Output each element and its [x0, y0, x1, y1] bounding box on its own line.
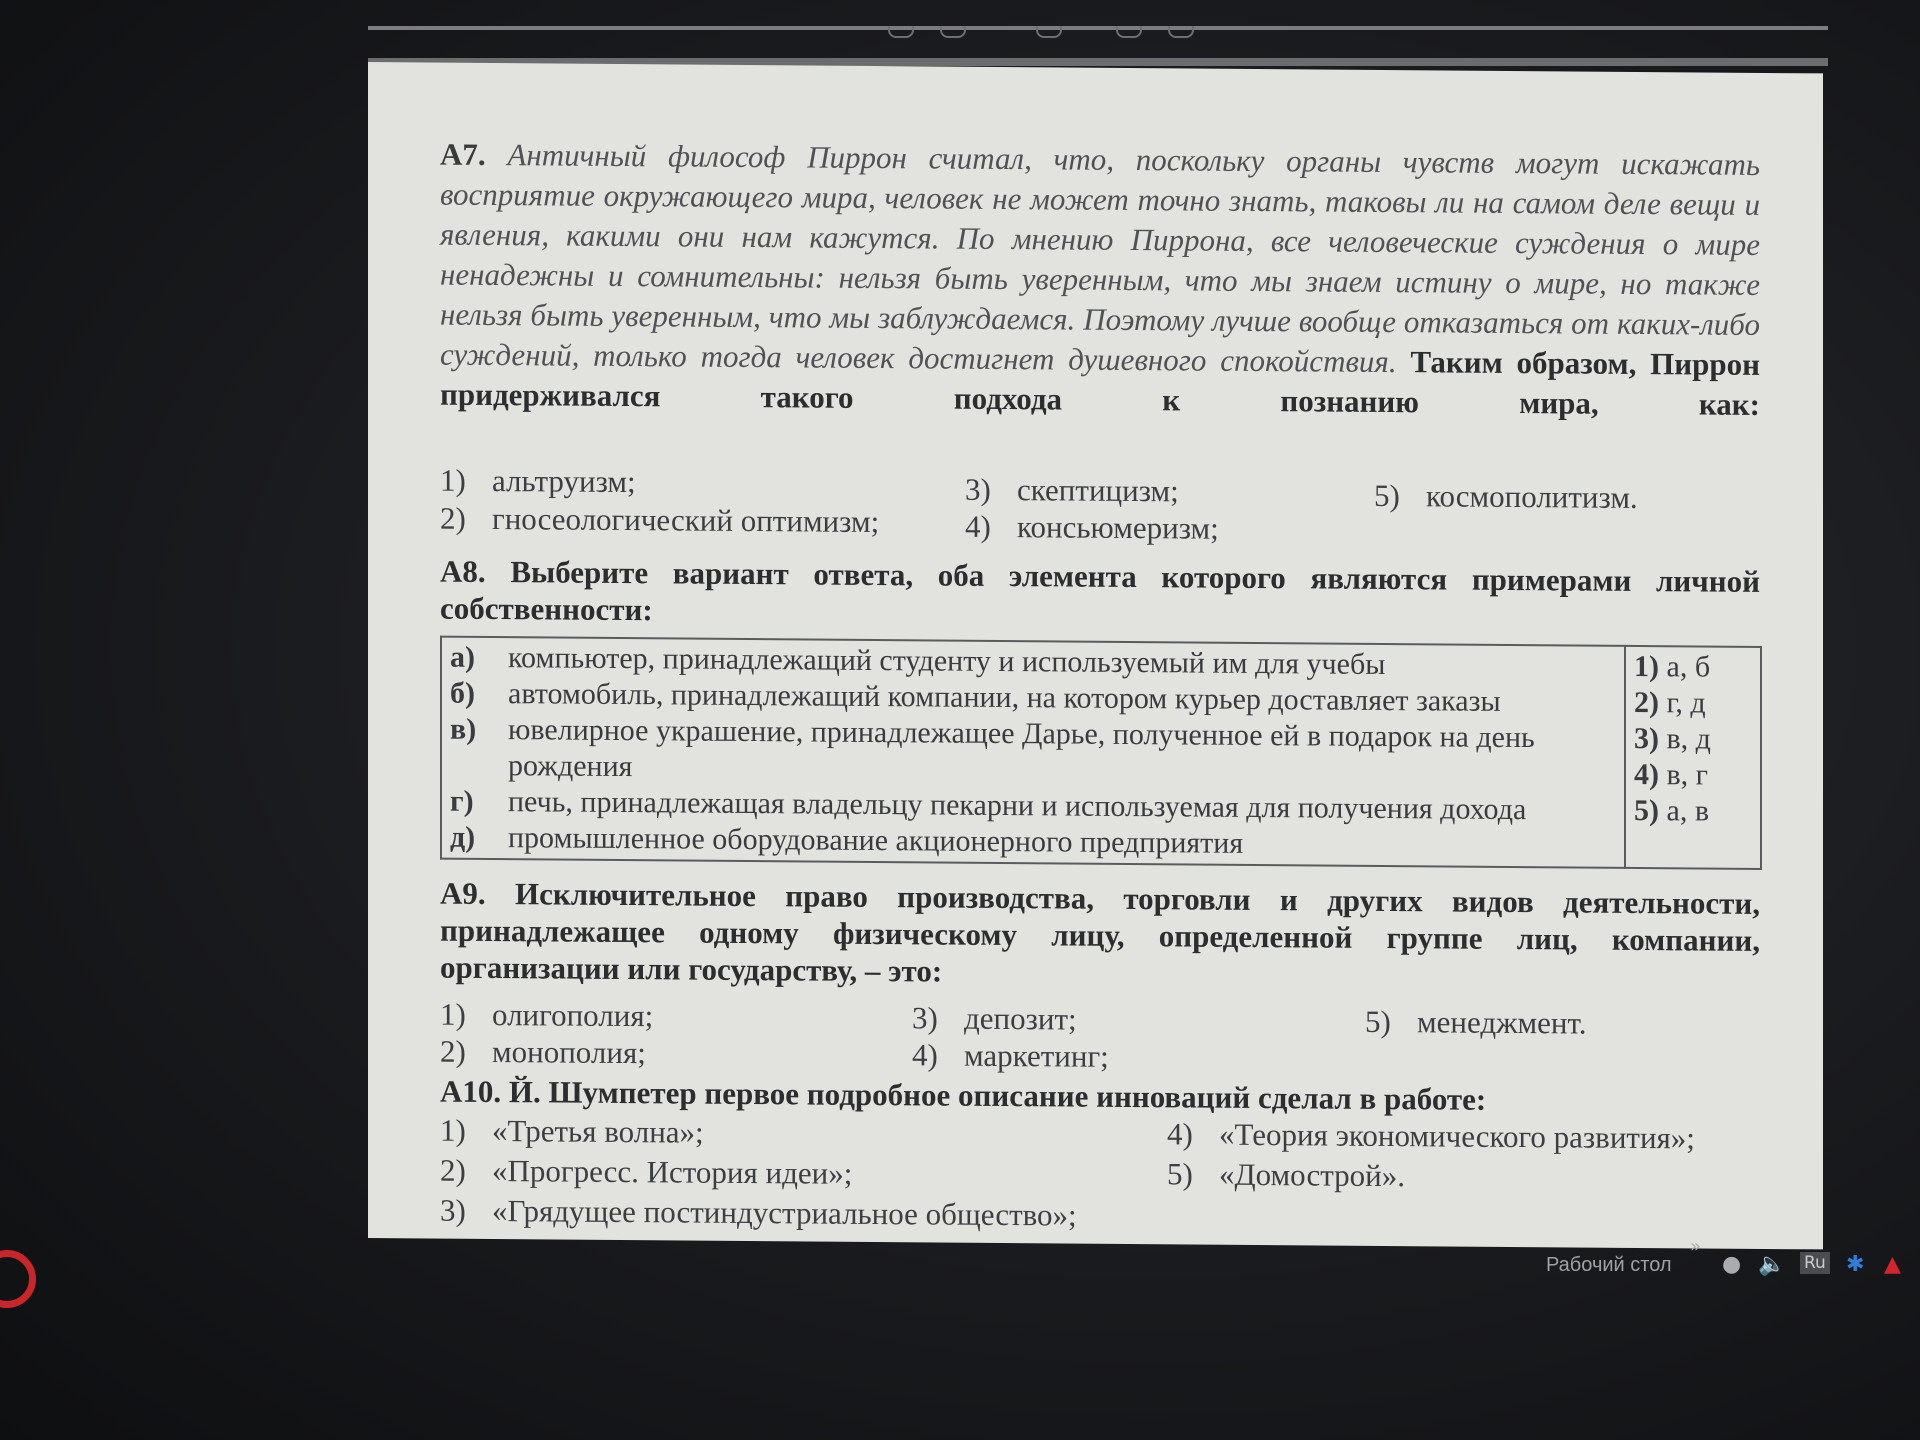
list-item: а) компьютер, принадлежащий студенту и используемый им для учебы: [450, 640, 1386, 681]
taskbar: [0, 1232, 1920, 1332]
language-indicator[interactable]: Ru: [1800, 1252, 1830, 1274]
question-prompt: Таким образом, Пиррон придерживался такого подхода к познанию мира, как:: [440, 344, 1761, 422]
question-a9-text: [440, 875, 1760, 996]
question-number: А8.: [440, 553, 486, 589]
question-prompt: Й. Шумпетер первое подробное описание инноваций сделал в работе:: [508, 1074, 1487, 1117]
option-4[interactable]: 4) консьюмеризм;: [965, 508, 1219, 546]
question-prompt: Выберите вариант ответа, оба элемента которого являются примерами личной собственности:: [440, 554, 1760, 628]
list-item: в) ювелирное украшение, принадлежащее Дарье, полученное ей в подарок на день рождения: [450, 712, 1535, 784]
a8-table: [440, 636, 1762, 870]
option-3[interactable]: 3) депозит;: [912, 1000, 1077, 1037]
answer-option[interactable]: 5) а, в: [1634, 793, 1709, 828]
option-4[interactable]: 4) маркетинг;: [912, 1037, 1109, 1074]
option-2[interactable]: 2) монополия;: [440, 1033, 646, 1071]
format-icon[interactable]: [1036, 26, 1062, 38]
save-icon[interactable]: [888, 26, 914, 38]
answer-option[interactable]: 1) а, б: [1634, 649, 1711, 684]
answer-option[interactable]: 3) в, д: [1634, 721, 1711, 756]
list-item: б) автомобиль, принадлежащий компании, на котором курьер доставляет заказы: [450, 676, 1501, 718]
question-number: А10.: [440, 1073, 502, 1110]
option-5[interactable]: 5) «Домострой».: [1167, 1156, 1405, 1194]
answers-cell: [1625, 646, 1761, 869]
answer-option[interactable]: 4) в, г: [1634, 757, 1708, 792]
option-1[interactable]: 1) альтруизм;: [440, 462, 636, 500]
question-a10-text: [440, 1073, 1760, 1120]
option-3[interactable]: 3) «Грядущее постиндустриальное общество»;: [440, 1192, 1077, 1233]
document-page: [368, 62, 1823, 1249]
list-item: д) промышленное оборудование акционерного предприятия: [450, 820, 1244, 860]
option-4[interactable]: 4) «Теория экономического развития»;: [1167, 1116, 1695, 1156]
option-1[interactable]: 1) олигополия;: [440, 996, 654, 1034]
question-number: А9.: [440, 875, 486, 911]
question-prompt: Исключительное право производства, торговли и других видов деятельности, принадлежащее одному физическому лицу, определенной группе лиц, компании, организации или государству, – это:: [440, 876, 1760, 989]
option-5[interactable]: 5) космополитизм.: [1374, 477, 1638, 515]
list-item: г) печь, принадлежащая владельцу пекарни и используемая для получения дохода: [450, 784, 1527, 827]
warning-icon[interactable]: ▲: [1884, 1252, 1901, 1277]
question-number: А7.: [440, 136, 486, 172]
option-3[interactable]: 3) скептицизм;: [965, 471, 1179, 509]
app-icon[interactable]: ●: [1722, 1252, 1742, 1277]
redo-icon[interactable]: [1168, 26, 1194, 38]
undo-icon[interactable]: [1116, 26, 1142, 38]
answer-option[interactable]: 2) г, д: [1634, 685, 1706, 720]
question-intro: Античный философ Пиррон считал, что, поскольку органы чувств могут искажать восприятие окружающего мира, человек не может точно знать, таковы ли на самом деле вещи и явления, какими они нам кажутся. По мнению Пиррона, все человеческие суждения о мире ненадежны и сомнительны: нельзя быть уверенным, что мы знаем истину о мире, но также нельзя быть уверенным, что мы заблуждаемся. Поэтому лучше вообще отказаться от каких-либо суждений, только тогда человек достигнет душевного спокойствия.: [440, 137, 1761, 380]
question-a7-text: [440, 135, 1760, 425]
option-2[interactable]: 2) «Прогресс. История идеи»;: [440, 1152, 853, 1191]
question-a8-text: [440, 553, 1760, 637]
items-cell: [441, 637, 1625, 868]
option-5[interactable]: 5) менеджмент.: [1365, 1003, 1587, 1041]
bluetooth-icon[interactable]: ✱: [1846, 1252, 1865, 1277]
volume-icon[interactable]: 🔈: [1758, 1252, 1786, 1277]
refresh-icon[interactable]: [940, 26, 966, 38]
toolbar-divider: [368, 26, 1828, 30]
desktop-toolbar-label[interactable]: Рабочий стол: [1546, 1254, 1672, 1276]
chevron-icon[interactable]: »: [1690, 1236, 1702, 1257]
option-2[interactable]: 2) гносеологический оптимизм;: [440, 500, 880, 540]
option-1[interactable]: 1) «Третья волна»;: [440, 1112, 704, 1150]
